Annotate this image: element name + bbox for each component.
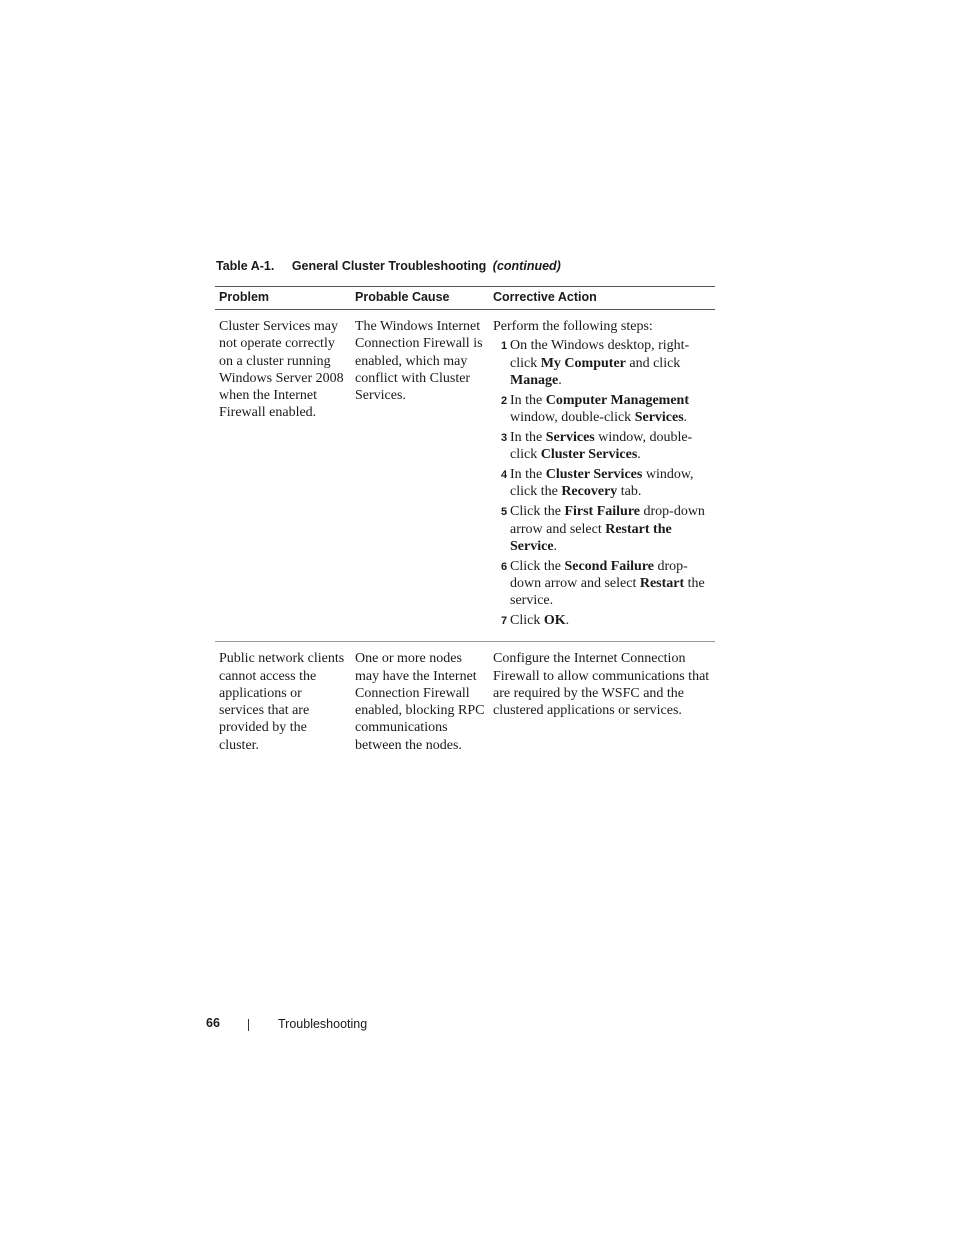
step-ui-term: Restart [639, 576, 685, 592]
step-text: On the Windows desktop, right-click [510, 338, 690, 371]
footer-section-title: Troubleshooting [278, 1017, 368, 1031]
step-item [493, 429, 711, 464]
corrective-action-cell [489, 310, 715, 642]
step-ui-term: Second Failure [564, 558, 655, 574]
step-number: 1 [501, 340, 508, 353]
step-number: 6 [501, 560, 508, 573]
step-text: In the [510, 392, 546, 408]
step-text: tab. [617, 484, 642, 500]
step-number: 2 [501, 394, 508, 407]
step-text: the service. [510, 576, 705, 609]
step-ui-term: Cluster Services [545, 467, 643, 483]
step-text: and click [625, 355, 681, 371]
step-text: drop-down arrow and select [510, 504, 705, 537]
step-item [493, 503, 711, 555]
step-text: . [553, 538, 558, 554]
step-text: In the [510, 467, 546, 483]
step-ui-term: Manage [510, 372, 559, 388]
step-ui-term: Computer Management [545, 392, 689, 408]
corrective-action-cell: Configure the Internet Connection Firewall to allow communications that are required by the WSFC and the clustered applications or services. [489, 642, 715, 763]
header-probable-cause: Probable Cause [351, 287, 489, 310]
troubleshooting-table [215, 286, 715, 763]
step-text: window, double-click [510, 410, 635, 426]
step-text: Click the [510, 504, 565, 520]
step-number: 4 [501, 469, 508, 482]
page-footer [0, 1016, 954, 1036]
step-text: window, double-click [510, 429, 693, 463]
step-item [493, 392, 711, 427]
action-intro: Perform the following steps: [493, 319, 653, 334]
probable-cause-cell: The Windows Internet Connection Firewall is enabled, which may conflict with Cluster Services. [355, 319, 483, 404]
table-title: General Cluster Troubleshooting [291, 259, 487, 273]
step-text: . [558, 372, 562, 388]
step-number: 3 [501, 431, 508, 444]
table-header-row [215, 287, 715, 310]
step-item [493, 466, 711, 501]
step-ui-term: Services [545, 429, 595, 445]
step-ui-term: First Failure [564, 504, 640, 520]
steps-list [493, 337, 711, 629]
table-caption [216, 259, 561, 273]
step-text: . [637, 447, 641, 463]
step-item [493, 558, 711, 610]
step-ui-term: Cluster Services [540, 447, 638, 463]
step-text: drop-down arrow and select [510, 558, 688, 592]
step-ui-term: My Computer [540, 355, 626, 371]
page-number: 66 [206, 1016, 220, 1030]
step-text: window, click the [510, 467, 694, 500]
step-text: Click [510, 613, 544, 629]
step-item [493, 612, 711, 629]
step-text: . [683, 410, 688, 426]
footer-separator [248, 1019, 249, 1031]
step-ui-term: OK [543, 613, 566, 629]
table-label: Table A-1. [216, 259, 275, 273]
header-problem: Problem [215, 287, 351, 310]
problem-cell: Cluster Services may not operate correctly on a cluster running Windows Server 2008 when the Internet Firewall enabled. [219, 319, 344, 421]
problem-cell: Public network clients cannot access the applications or services that are provided by the cluster. [215, 642, 351, 763]
header-corrective-action: Corrective Action [489, 287, 715, 310]
step-text: Click the [510, 558, 565, 574]
table-continued-note: (continued) [492, 259, 561, 273]
step-ui-term: Services [634, 410, 684, 426]
step-text: In the [510, 429, 546, 445]
probable-cause-cell: One or more nodes may have the Internet Connection Firewall enabled, blocking RPC communications between the nodes. [351, 642, 489, 763]
step-item [493, 337, 711, 389]
table-row [215, 642, 715, 763]
step-number: 7 [501, 615, 508, 628]
step-ui-term: Restart the Service [510, 521, 672, 554]
step-number: 5 [501, 506, 508, 519]
step-ui-term: Recovery [561, 484, 618, 500]
step-text: . [565, 613, 570, 629]
table-row [215, 310, 715, 642]
